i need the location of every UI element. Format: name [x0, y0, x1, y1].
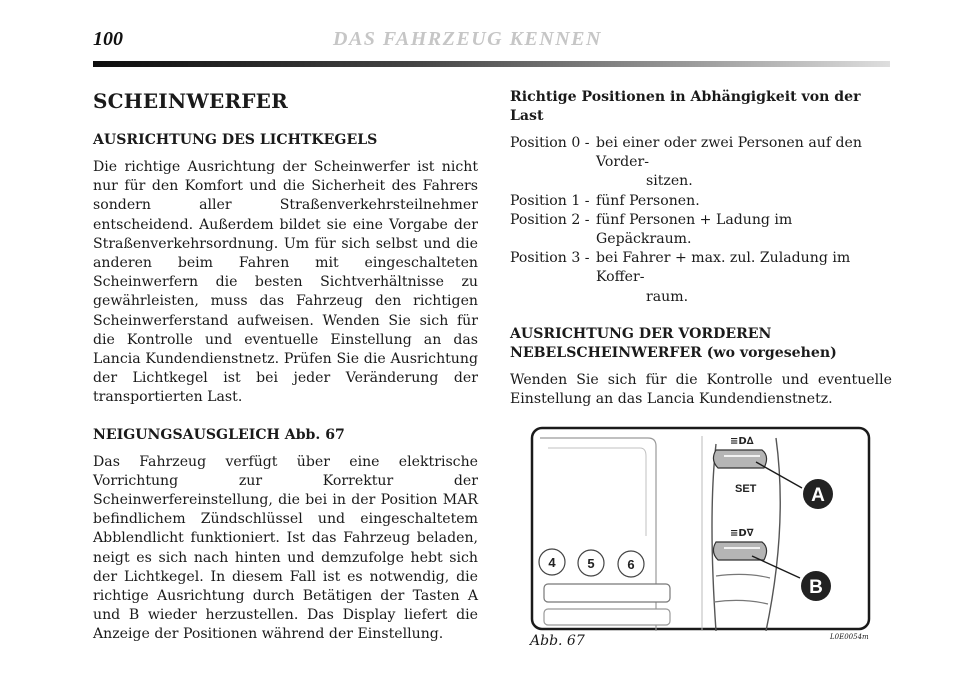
position-item	[510, 211, 892, 249]
figure-caption: Abb. 67	[530, 633, 585, 649]
fog-lights-paragraph: Wenden Sie sich für die Kontrolle und eventuelle Einstellung an das Lancia Kundendienstnetz.	[510, 371, 892, 408]
section-heading-alignment: AUSRICHTUNG DES LICHTKEGELS	[93, 132, 378, 148]
preset-button-label: 6	[627, 557, 635, 572]
position-key: Position 3 -	[510, 250, 590, 267]
callout-b-label: B	[809, 577, 823, 598]
button-b	[713, 542, 766, 560]
positions-list	[510, 134, 892, 307]
positions-heading: Richtige Positionen in Abhängigkeit von der Last	[510, 89, 861, 124]
slot	[544, 609, 670, 625]
preset-button-label: 4	[548, 555, 556, 570]
headlight-down-icon: ≡D∇	[730, 528, 754, 539]
position-key: Position 0 -	[510, 135, 590, 151]
position-text: fünf Personen + Ladung im Gepäckraum.	[596, 211, 793, 248]
right-column	[510, 88, 892, 409]
figure-abb-67	[530, 426, 871, 631]
running-head: DAS FAHRZEUG KENNEN	[333, 28, 602, 50]
header-rule	[93, 61, 890, 67]
position-item	[510, 192, 892, 211]
section-heading-leveling: NEIGUNGSAUSGLEICH Abb. 67	[93, 426, 345, 443]
callout-a-label: A	[811, 485, 825, 506]
preset-button-label: 5	[587, 556, 595, 571]
set-button-label: SET	[735, 483, 757, 495]
position-item	[510, 249, 892, 307]
position-key: Position 2 -	[510, 211, 590, 228]
section-title: SCHEINWERFER	[93, 89, 288, 113]
alignment-paragraph: Die richtige Ausrichtung der Scheinwerfer ist nicht nur für den Komfort und die Sicherheit des Fahrers sondern aller Straßenverkehrsteilnehmer entscheidend. Außerdem bildet sie eine Vorgabe der Straßenverkehrsordnung. Um für sich selbst und die anderen beim Fahren mit eingeschalteten Scheinwerfern die besten Sichtverhältnisse zu gewährleisten, muss das Fahrzeug den richtigen Scheinwerferstand aufweisen. Wenden Sie sich für die Kontrolle und eventuelle Einstellung an das Lancia Kundendienstnetz. Prüfen Sie die Ausrichtung der Lichtkegel ist bei jeder Veränderung der transportierten Last.	[93, 159, 478, 406]
figure-code: L0E0054m	[830, 633, 869, 641]
fog-lights-heading: AUSRICHTUNG DER VORDEREN NEBELSCHEINWERFER (wo vorgesehen)	[510, 325, 837, 361]
position-item	[510, 134, 892, 192]
position-key: Position 1 -	[510, 192, 590, 209]
headlight-up-icon: ≡D∆	[730, 436, 754, 447]
page-number: 100	[93, 28, 123, 50]
position-text: bei Fahrer + max. zul. Zuladung im Koffer- raum.	[596, 250, 851, 305]
button-a	[713, 450, 766, 468]
left-column	[93, 88, 478, 645]
position-text: fünf Personen.	[596, 192, 700, 209]
slot	[544, 584, 670, 602]
position-text: bei einer oder zwei Personen auf den Vorder- sitzen.	[596, 135, 862, 190]
leveling-paragraph: Das Fahrzeug verfügt über eine elektrische Vorrichtung zur Korrektur der Scheinwerfereinstellung, die bei in der Position MAR befindlichem Zündschlüssel und eingeschaltetem Abblendlicht funktioniert. Ist das Fahrzeug beladen, neigt es sich nach hinten und demzufolge hebt sich der Lichtkegel. In diesem Fall ist es notwendig, die richtige Ausrichtung durch Betätigen der Tasten A und B wieder herzustellen. Das Display liefert die Anzeige der Positionen während der Einstellung.	[93, 453, 478, 643]
